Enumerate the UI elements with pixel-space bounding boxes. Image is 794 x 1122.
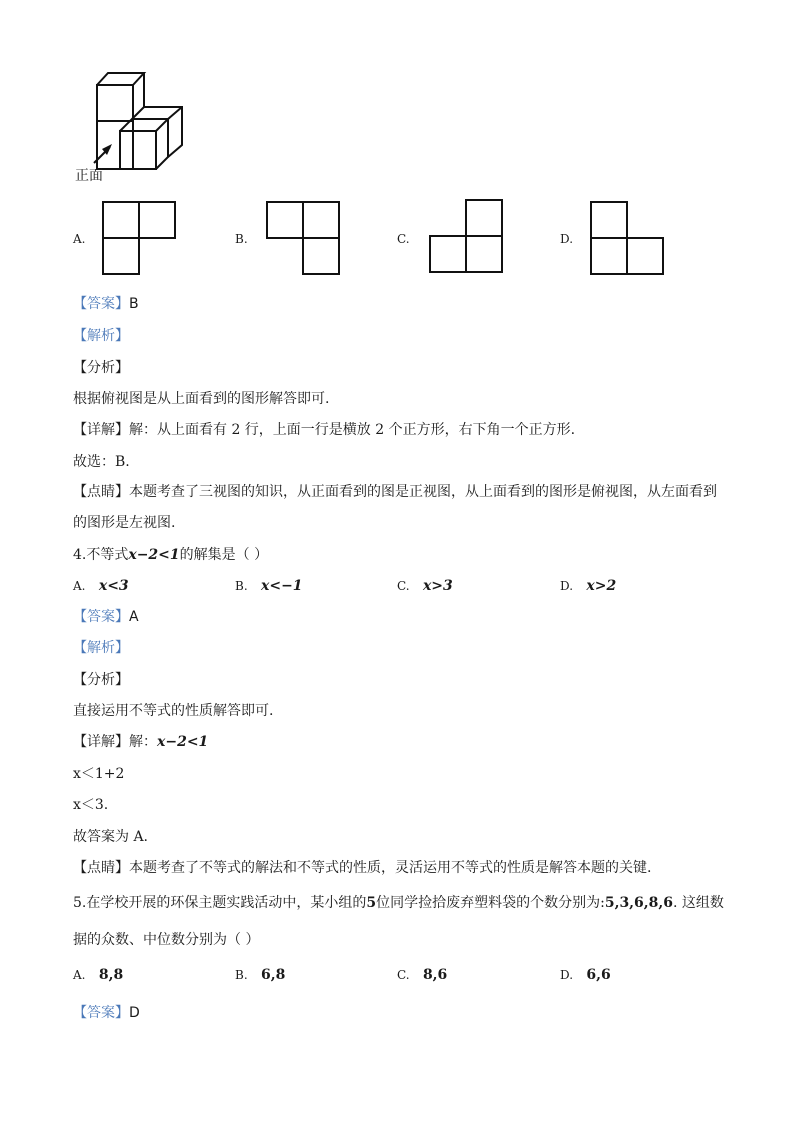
q3-guxuan: 故选：B.: [73, 454, 130, 470]
q4-dianjing: 【点睛】本题考查了不等式的解法和不等式的性质，灵活运用不等式的性质是解答本题的关键.: [73, 860, 652, 876]
q3-dianjing-line1: 【点睛】本题考查了三视图的知识，从正面看到的图是正视图，从上面看到的图形是俯视图，从左面看到: [73, 484, 717, 500]
q5-stem-data: 5,3,6,8,6: [604, 895, 674, 911]
q3-xiangjie: 【详解】解：从上面看有 2 行，上面一行是横放 2 个正方形，右下角一个正方形.: [73, 422, 576, 438]
q3-fenxi-tag: 【分析】: [73, 360, 129, 376]
q5-answer-value: D: [129, 1005, 140, 1021]
q4-answer-value: A: [129, 609, 139, 625]
q5-answer-line: [73, 1003, 140, 1023]
q5-option-b: [235, 965, 285, 985]
q5-option-d-math: 6,6: [586, 967, 611, 983]
q4-option-a-label: A.: [73, 579, 86, 593]
q5-option-d-label: D.: [560, 968, 574, 982]
q5-option-c-label: C.: [397, 968, 410, 982]
q5-option-b-label: B.: [235, 968, 248, 982]
q4-option-d-math: x>2: [586, 578, 617, 594]
q5-stem-1b: 位同学捡拾废弃塑料袋的个数分别为:: [376, 895, 605, 911]
q4-answer-tag: 【答案】: [73, 609, 129, 625]
q4-option-c-label: C.: [397, 579, 410, 593]
q4-option-b-math: x<−1: [261, 578, 303, 594]
q3-option-c-label: C.: [397, 232, 410, 246]
q4-fenxi-tag: 【分析】: [73, 672, 129, 688]
q3-fenxi-text: 根据俯视图是从上面看到的图形解答即可.: [73, 391, 330, 407]
q4-xiangjie: [73, 732, 208, 752]
q5-stem-1c: . 这组数: [673, 895, 724, 911]
q4-stem-prefix: 4.不等式: [73, 547, 129, 563]
q4-answer-line: [73, 607, 139, 627]
q3-answer-value: B: [129, 296, 139, 312]
q3-dianjing-line2: 的图形是左视图.: [73, 515, 176, 531]
q4-option-c: [397, 576, 453, 596]
q4-xiangjie-math: x−2<1: [157, 734, 209, 750]
q5-option-d: [560, 965, 611, 985]
q4-option-d-label: D.: [560, 579, 574, 593]
q5-stem-count: 5: [366, 895, 377, 911]
q3-answer-tag: 【答案】: [73, 296, 129, 312]
q5-option-a-math: 8,8: [98, 967, 124, 983]
q3-option-a-label: A.: [73, 232, 86, 246]
q4-option-b: [235, 576, 303, 596]
q5-option-c: [397, 965, 447, 985]
q5-stem-1a: 5.在学校开展的环保主题实践活动中，某小组的: [73, 895, 367, 911]
q5-stem-line1: [73, 893, 724, 913]
q4-step1: x＜1+2: [73, 766, 125, 782]
q4-option-d: [560, 576, 616, 596]
q4-xiangjie-prefix: 【详解】解：: [73, 734, 157, 750]
q4-option-c-math: x>3: [422, 578, 453, 594]
q3-option-b-label: B.: [235, 232, 248, 246]
q4-option-a: [73, 576, 129, 596]
q5-option-a: [73, 965, 123, 985]
q5-stem-line2: 据的众数、中位数分别为（ ）: [73, 932, 260, 948]
q4-jiexi-tag: 【解析】: [73, 640, 129, 656]
q3-option-d-label: D.: [560, 232, 574, 246]
q5-answer-tag: 【答案】: [73, 1005, 129, 1021]
q4-conclusion: 故答案为 A.: [73, 829, 149, 845]
q4-fenxi-text: 直接运用不等式的性质解答即可.: [73, 703, 274, 719]
q4-option-b-label: B.: [235, 579, 248, 593]
q4-option-a-math: x<3: [98, 578, 129, 594]
q5-option-b-math: 6,8: [261, 967, 286, 983]
front-label: 正面: [75, 168, 103, 184]
q4-step2: x＜3.: [73, 797, 109, 813]
q5-option-c-math: 8,6: [422, 967, 448, 983]
q4-stem-math: x−2<1: [128, 547, 180, 563]
q3-jiexi-tag: 【解析】: [73, 328, 129, 344]
q5-option-a-label: A.: [73, 968, 86, 982]
q4-stem-suffix: 的解集是（ ）: [179, 547, 269, 563]
q3-answer-line: [73, 294, 139, 314]
q4-stem: [73, 545, 268, 565]
